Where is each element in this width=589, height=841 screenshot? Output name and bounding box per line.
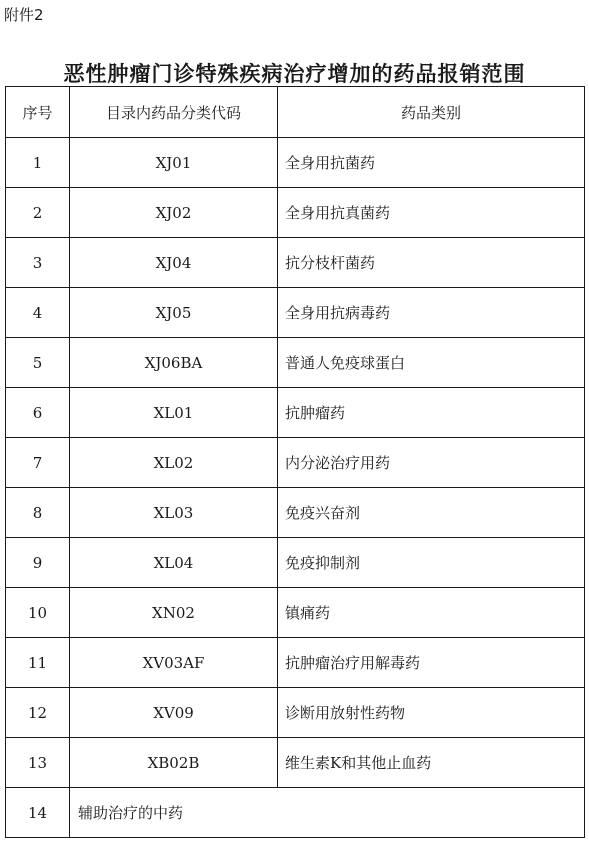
row-number: 8	[6, 488, 70, 538]
table-row	[6, 338, 585, 388]
row-category: 全身用抗菌药	[278, 138, 585, 188]
row-code: XB02B	[70, 738, 278, 788]
row-code: XV03AF	[70, 638, 278, 688]
row-number: 14	[6, 788, 70, 838]
attachment-label: 附件2	[4, 6, 44, 24]
row-number: 10	[6, 588, 70, 638]
row-category: 免疫兴奋剂	[278, 488, 585, 538]
row-number: 3	[6, 238, 70, 288]
table-row	[6, 388, 585, 438]
table-row	[6, 238, 585, 288]
table-header-row	[6, 87, 585, 138]
table-row	[6, 488, 585, 538]
row-category: 普通人免疫球蛋白	[278, 338, 585, 388]
row-category: 镇痛药	[278, 588, 585, 638]
row-code: XL03	[70, 488, 278, 538]
row-merged-category: 辅助治疗的中药	[70, 788, 585, 838]
row-category: 全身用抗真菌药	[278, 188, 585, 238]
table-row	[6, 188, 585, 238]
row-code: XJ05	[70, 288, 278, 338]
table-row	[6, 138, 585, 188]
row-number: 12	[6, 688, 70, 738]
row-number: 9	[6, 538, 70, 588]
table-row	[6, 638, 585, 688]
row-number: 13	[6, 738, 70, 788]
table-row	[6, 688, 585, 738]
row-number: 6	[6, 388, 70, 438]
row-code: XL02	[70, 438, 278, 488]
row-code: XL01	[70, 388, 278, 438]
row-number: 5	[6, 338, 70, 388]
table-row-last	[6, 788, 585, 838]
row-number: 1	[6, 138, 70, 188]
row-code: XJ06BA	[70, 338, 278, 388]
row-code: XV09	[70, 688, 278, 738]
drug-reimbursement-table	[5, 86, 585, 838]
row-code: XJ01	[70, 138, 278, 188]
row-code: XJ02	[70, 188, 278, 238]
row-code: XJ04	[70, 238, 278, 288]
row-category: 抗肿瘤药	[278, 388, 585, 438]
row-category: 抗分枝杆菌药	[278, 238, 585, 288]
row-number: 7	[6, 438, 70, 488]
row-category: 免疫抑制剂	[278, 538, 585, 588]
table-row	[6, 538, 585, 588]
row-category: 内分泌治疗用药	[278, 438, 585, 488]
row-category: 抗肿瘤治疗用解毒药	[278, 638, 585, 688]
table-row	[6, 288, 585, 338]
document-title: 恶性肿瘤门诊特殊疾病治疗增加的药品报销范围	[63, 61, 526, 86]
header-code: 目录内药品分类代码	[70, 87, 278, 138]
row-category: 维生素K和其他止血药	[278, 738, 585, 788]
table-row	[6, 438, 585, 488]
row-code: XL04	[70, 538, 278, 588]
header-category: 药品类别	[278, 87, 585, 138]
row-category: 全身用抗病毒药	[278, 288, 585, 338]
row-number: 2	[6, 188, 70, 238]
row-code: XN02	[70, 588, 278, 638]
row-category: 诊断用放射性药物	[278, 688, 585, 738]
table-row	[6, 738, 585, 788]
header-number: 序号	[6, 87, 70, 138]
table-row	[6, 588, 585, 638]
row-number: 4	[6, 288, 70, 338]
row-number: 11	[6, 638, 70, 688]
